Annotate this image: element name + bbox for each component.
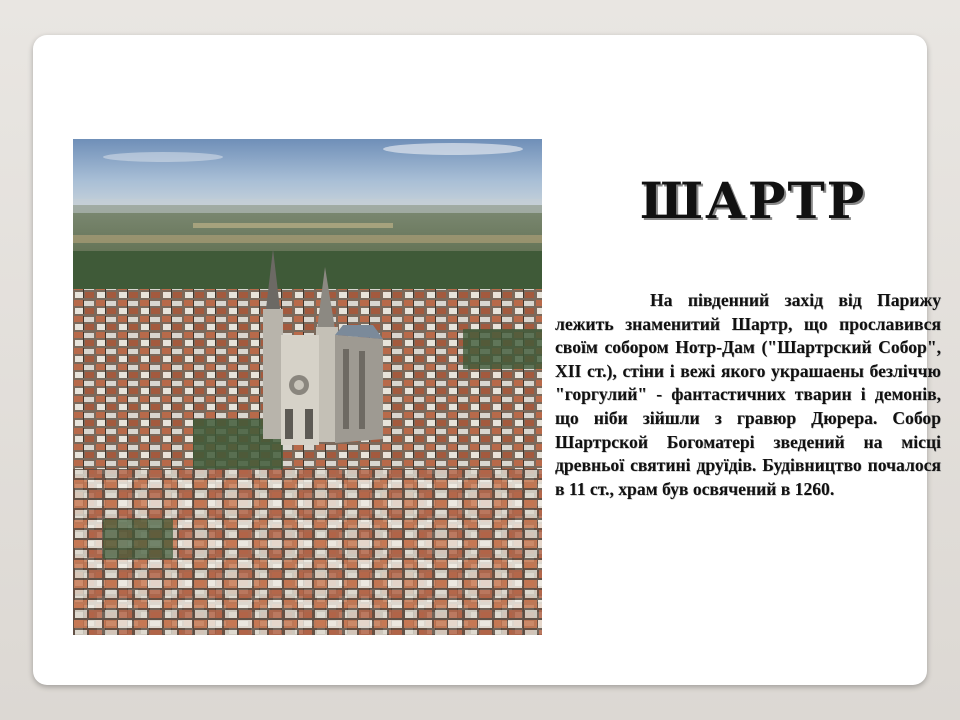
cathedral-photo xyxy=(73,139,542,635)
slide-body-text: На південний захід від Парижу лежить знаменитий Шартр, що прославився своїм собором Нотр-Дам ("Шартрский Собор", XII ст.), стіни і вежі якого украшаены безліччю "горгулий" - фантастичних тварин і демонів, що ніби зійшли з гравюр Дюрера. Собор Шартрской Богоматері зведений на місці древньої святині друїдів. Будівництво почалося в 11 ст., храм був освячений в 1260. xyxy=(555,290,941,499)
slide-title: ШАРТР xyxy=(639,171,867,230)
slide xyxy=(33,35,941,685)
